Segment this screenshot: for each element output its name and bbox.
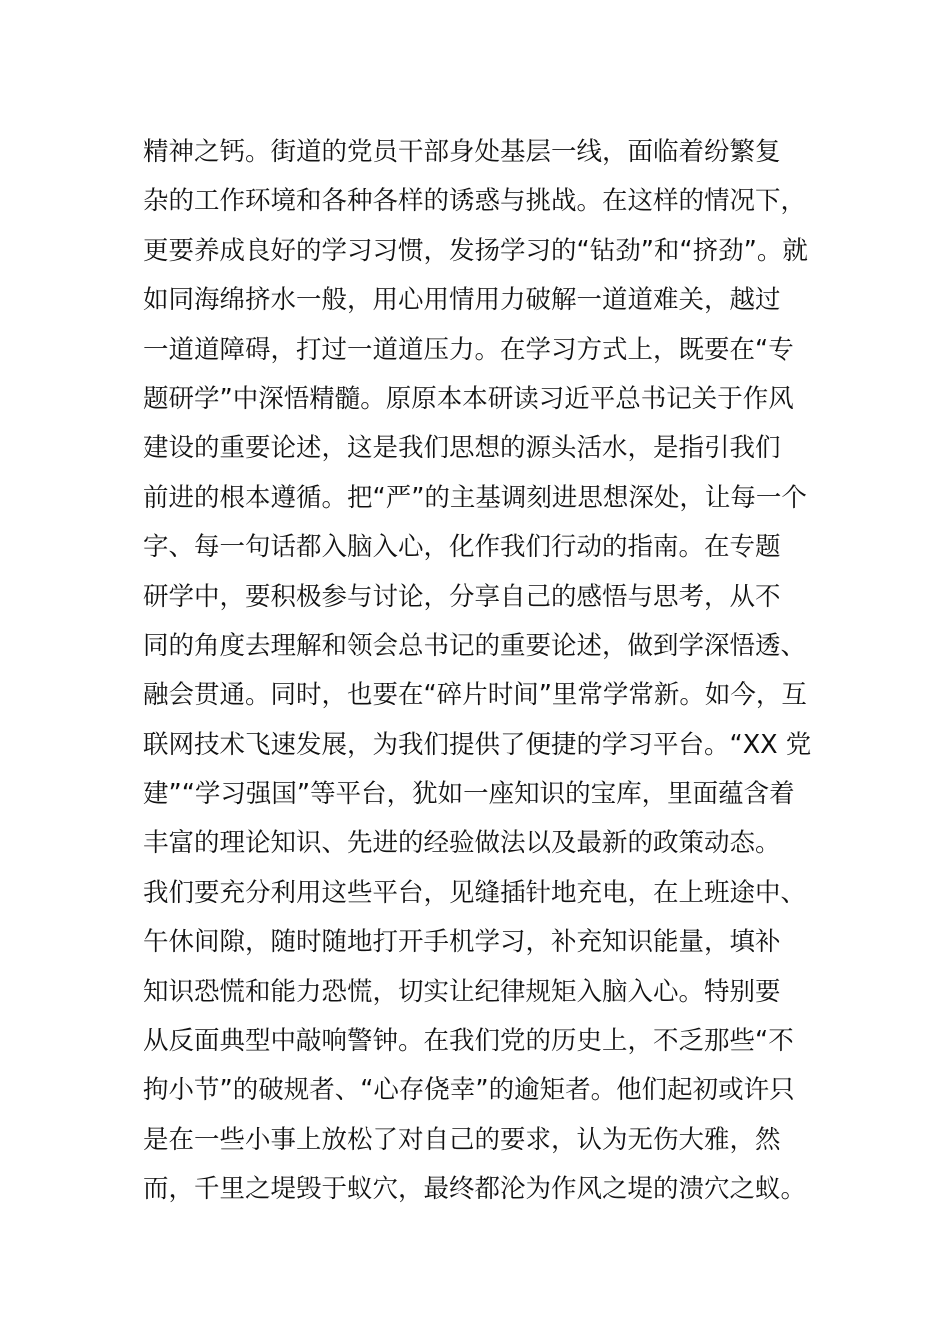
text-line: 从反面典型中敲响警钟。在我们党的历史上，不乏那些“不 [143,1026,794,1057]
text-line: 杂的工作环境和各种各样的诱惑与挑战。在这样的情况下， [143,186,807,217]
text-line: 建”“学习强国”等平台，犹如一座知识的宝库，里面蕴含着 [143,779,795,810]
text-line: 研学中，要积极参与讨论，分享自己的感悟与思考，从不 [143,581,781,612]
body-paragraph [143,128,813,1215]
text-line: 前进的根本遵循。把“严”的主基调刻进思想深处，让每一个 [143,482,807,513]
text-line: 如同海绵挤水一般，用心用情用力破解一道道难关，越过 [143,285,781,316]
text-line: 融会贯通。同时，也要在“碎片时间”里常学常新。如今，互 [143,680,807,711]
text-line: 更要养成良好的学习习惯，发扬学习的“钻劲”和“挤劲”。就 [143,235,808,266]
text-line: 我们要充分利用这些平台，见缝插针地充电，在上班途中、 [143,877,807,908]
text-line: 丰富的理论知识、先进的经验做法以及最新的政策动态。 [143,828,781,859]
text-line: 同的角度去理解和领会总书记的重要论述，做到学深悟透、 [143,630,807,661]
text-line: 是在一些小事上放松了对自己的要求，认为无伤大雅，然 [143,1124,781,1155]
text-line: 字、每一句话都入脑入心，化作我们行动的指南。在专题 [143,532,781,563]
text-line: 午休间隙，随时随地打开手机学习，补充知识能量，填补 [143,927,781,958]
text-line: 精神之钙。街道的党员干部身处基层一线，面临着纷繁复 [143,137,781,167]
text-line: 联网技术飞速发展，为我们提供了便捷的学习平台。“XX 党 [143,729,812,760]
text-line: 建设的重要论述，这是我们思想的源头活水，是指引我们 [143,433,781,464]
text-line: 而，千里之堤毁于蚁穴，最终都沦为作风之堤的溃穴之蚁。 [143,1174,807,1205]
text-line: 题研学”中深悟精髓。原原本本研读习近平总书记关于作风 [143,383,794,414]
text-line: 一道道障碍，打过一道道压力。在学习方式上，既要在“专 [143,334,794,365]
text-line: 拘小节”的破规者、“心存侥幸”的逾矩者。他们起初或许只 [143,1075,795,1106]
text-line: 知识恐慌和能力恐慌，切实让纪律规矩入脑入心。特别要 [143,976,781,1007]
